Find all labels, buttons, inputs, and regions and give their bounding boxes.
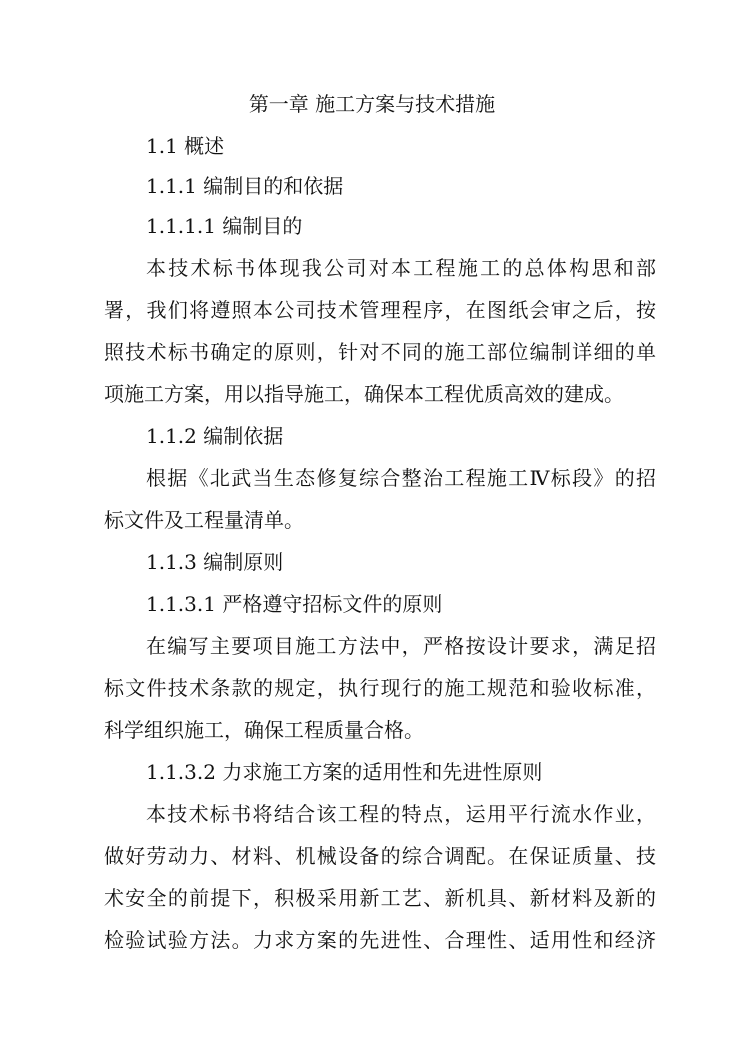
section-heading-1-1-3: 1.1.3 编制原则 [146, 550, 284, 574]
paragraph-4-line-2: 做好劳动力、材料、机械设备的综合调配。在保证质量、技 [104, 844, 656, 868]
paragraph-3-line-2: 标文件技术条款的规定，执行现行的施工规范和验收标准， [104, 676, 656, 700]
paragraph-3-line-1: 在编写主要项目施工方法中，严格按设计要求，满足招 [146, 634, 656, 658]
paragraph-4-line-3: 术安全的前提下，积极采用新工艺、新机具、新材料及新的 [104, 886, 656, 910]
section-heading-1-1-1-1: 1.1.1.1 编制目的 [146, 214, 303, 238]
paragraph-4-line-4: 检验试验方法。力求方案的先进性、合理性、适用性和经济 [104, 928, 656, 952]
paragraph-1-line-2: 署，我们将遵照本公司技术管理程序，在图纸会审之后，按 [104, 298, 656, 322]
section-heading-1-1: 1.1 概述 [146, 134, 225, 158]
paragraph-3-line-3: 科学组织施工，确保工程质量合格。 [104, 718, 424, 742]
section-heading-1-1-3-2: 1.1.3.2 力求施工方案的适用性和先进性原则 [146, 760, 543, 784]
section-heading-1-1-2: 1.1.2 编制依据 [146, 424, 284, 448]
paragraph-2-line-1: 根据《北武当生态修复综合整治工程施工Ⅳ标段》的招 [146, 466, 656, 490]
paragraph-1-line-3: 照技术标书确定的原则，针对不同的施工部位编制详细的单 [104, 340, 656, 364]
paragraph-4-line-1: 本技术标书将结合该工程的特点，运用平行流水作业， [146, 802, 656, 826]
paragraph-1-line-1: 本技术标书体现我公司对本工程施工的总体构思和部 [146, 256, 656, 280]
section-heading-1-1-3-1: 1.1.3.1 严格遵守招标文件的原则 [146, 592, 443, 616]
chapter-title: 第一章 施工方案与技术措施 [248, 92, 496, 116]
paragraph-2-line-2: 标文件及工程量清单。 [104, 508, 304, 532]
section-heading-1-1-1: 1.1.1 编制目的和依据 [146, 174, 344, 198]
paragraph-1-line-4: 项施工方案，用以指导施工，确保本工程优质高效的建成。 [104, 382, 624, 406]
